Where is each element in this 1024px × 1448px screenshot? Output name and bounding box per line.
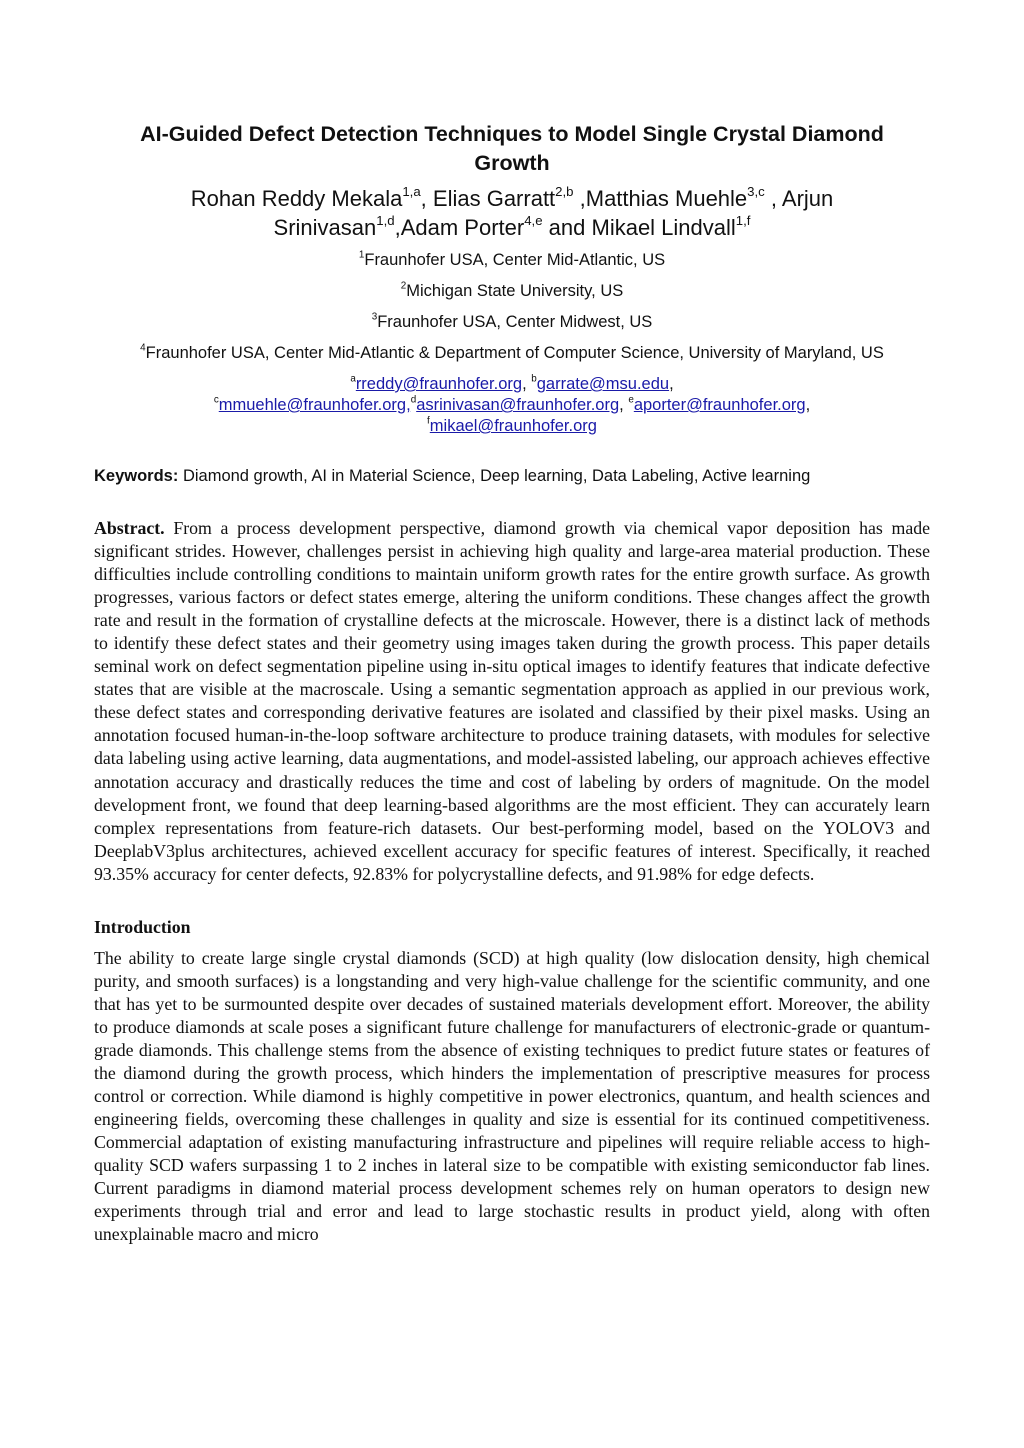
author-name: Arjun Srinivasan	[273, 186, 834, 240]
email-link-asrinivasan[interactable]: asrinivasan@fraunhofer.org	[416, 396, 620, 414]
email-line	[94, 416, 930, 437]
author-name: Matthias Muehle	[585, 186, 748, 211]
affiliation-sup: 1	[358, 249, 365, 261]
affiliation-list	[94, 250, 930, 363]
author-separator: ,	[573, 186, 586, 211]
affiliation-sup: 2	[400, 280, 407, 292]
email-link-mmuehle[interactable]: mmuehle@fraunhofer.org,	[218, 396, 411, 414]
email-sup: b	[531, 373, 537, 385]
affiliation-text: Fraunhofer USA, Center Mid-Atlantic & Department of Computer Science, University of Maryland, US	[145, 344, 884, 362]
author-name: Mikael Lindvall	[591, 215, 736, 240]
keywords-text: Diamond growth, AI in Material Science, Deep learning, Data Labeling, Active learning	[178, 467, 811, 485]
keywords-label: Keywords:	[94, 467, 179, 485]
author-name: Elias Garratt	[432, 186, 556, 211]
author-sup: 1,d	[376, 213, 395, 229]
email-sup: f	[427, 415, 430, 427]
affiliation-text: Michigan State University, US	[406, 282, 624, 300]
author-list	[147, 184, 877, 242]
abstract-text: From a process development perspective, diamond growth via chemical vapor deposition has made significant strides. However, challenges persist in achieving high quality and large-area material production. These difficulties include controlling conditions to maintain uniform growth rates for the entire growth surface. As growth progresses, various factors or defect states emerge, altering the uniform conditions. These changes affect the growth rate and result in the formation of crystalline defects at the microscale. However, there is a distinct lack of methods to identify these defect states and their geometry using images taken during the growth process. This paper details seminal work on defect segmentation pipeline using in-situ optical images to identify features that indicate defective states that are visible at the macroscale. Using a semantic segmentation approach as applied in our previous work, these defect states and corresponding derivative features are isolated and classified by their pixel masks. Using an annotation focused human-in-the-loop software architecture to produce training datasets, with modules for selective data labeling using active learning, data augmentations, and model-assisted labeling, our approach achieves effective annotation accuracy and drastically reduces the time and cost of labeling by orders of magnitude. On the model development front, we found that deep learning-based algorithms are the most efficient. They can accurately learn complex representations from feature-rich datasets. Our best-performing model, based on the YOLOV3 and DeeplabV3plus architectures, achieved excellent accuracy for specific features of interest. Specifically, it reached 93.35% accuracy for center defects, 92.83% for polycrystalline defects, and 91.98% for edge defects.	[94, 518, 930, 884]
affiliation-text: Fraunhofer USA, Center Mid-Atlantic, US	[364, 251, 666, 269]
affiliation	[94, 343, 930, 363]
email-sup: d	[410, 394, 417, 406]
email-line: $^c$mmuehle@fraunhofer.org,$^d$asrinivasan@fraunhofer.org, $^e$aporter@fraunhofer.org,	[213, 394, 811, 414]
paper-title: AI-Guided Defect Detection Techniques to Model Single Crystal Diamond Growth	[140, 122, 884, 175]
email-line: $^a$rreddy@fraunhofer.org, $^b$garrate@msu.edu,	[350, 373, 674, 393]
section-heading-introduction: Introduction	[94, 916, 191, 937]
author-separator: ,	[420, 186, 433, 211]
author-sup: 4,e	[524, 213, 543, 229]
email-sup: e	[628, 394, 634, 406]
author-sup: 1,f	[735, 213, 751, 229]
author-name: Adam Porter	[400, 215, 525, 240]
affiliation	[94, 312, 930, 332]
affiliation-sup: 3	[371, 311, 378, 323]
email-link-aporter[interactable]: aporter@fraunhofer.org	[633, 396, 806, 414]
email-sup: c	[213, 394, 219, 406]
affiliation	[94, 281, 930, 301]
author-separator: ,	[764, 186, 782, 211]
keywords	[94, 465, 930, 487]
author-name: Rohan Reddy Mekala	[190, 186, 403, 211]
author-sup: 2,b	[555, 184, 574, 200]
abstract	[94, 517, 930, 886]
affiliation-text: Fraunhofer USA, Center Midwest, US	[377, 313, 653, 331]
email-link-garrate[interactable]: garrate@msu.edu	[536, 375, 670, 393]
author-sup: 3,c	[747, 184, 765, 200]
affiliation-sup: 4	[140, 342, 146, 354]
author-separator: ,	[394, 215, 401, 240]
abstract-label: Abstract.	[94, 518, 165, 538]
author-sup: 1,a	[402, 184, 421, 200]
email-link-rreddy[interactable]: rreddy@fraunhofer.org	[355, 375, 523, 393]
email-link-mikael[interactable]: mikael@fraunhofer.org	[429, 417, 597, 435]
introduction-text: The ability to create large single crystal diamonds (SCD) at high quality (low dislocation density, high chemical purity, and smooth surfaces) is a longstanding and very high-value challenge for the scientific community, and one that has yet to be surmounted despite over decades of sustained materials development effort. Moreover, the ability to produce diamonds at scale poses a significant future challenge for manufacturers of electronic-grade or quantum-grade diamonds. This challenge stems from the absence of existing techniques to predict future states or features of the diamond during the growth process, which hinders the implementation of prescriptive measures for process control or correction. While diamond is highly competitive in power electronics, quantum, and health sciences and engineering fields, overcoming these challenges in quality and size is essential for its continued competitiveness. Commercial adaptation of existing manufacturing infrastructure and pipelines will require reliable access to high-quality SCD wafers surpassing 1 to 2 inches in lateral size to be compatible with existing semiconductor fab lines. Current paradigms in diamond material process development schemes rely on human operators to design new experiments through trial and error and lead to large stochastic results in product yield, along with often unexplainable macro and micro	[94, 947, 930, 1245]
email-list	[94, 374, 930, 437]
affiliation	[94, 250, 930, 270]
author-separator: and	[542, 215, 592, 240]
email-sup: a	[350, 373, 356, 385]
